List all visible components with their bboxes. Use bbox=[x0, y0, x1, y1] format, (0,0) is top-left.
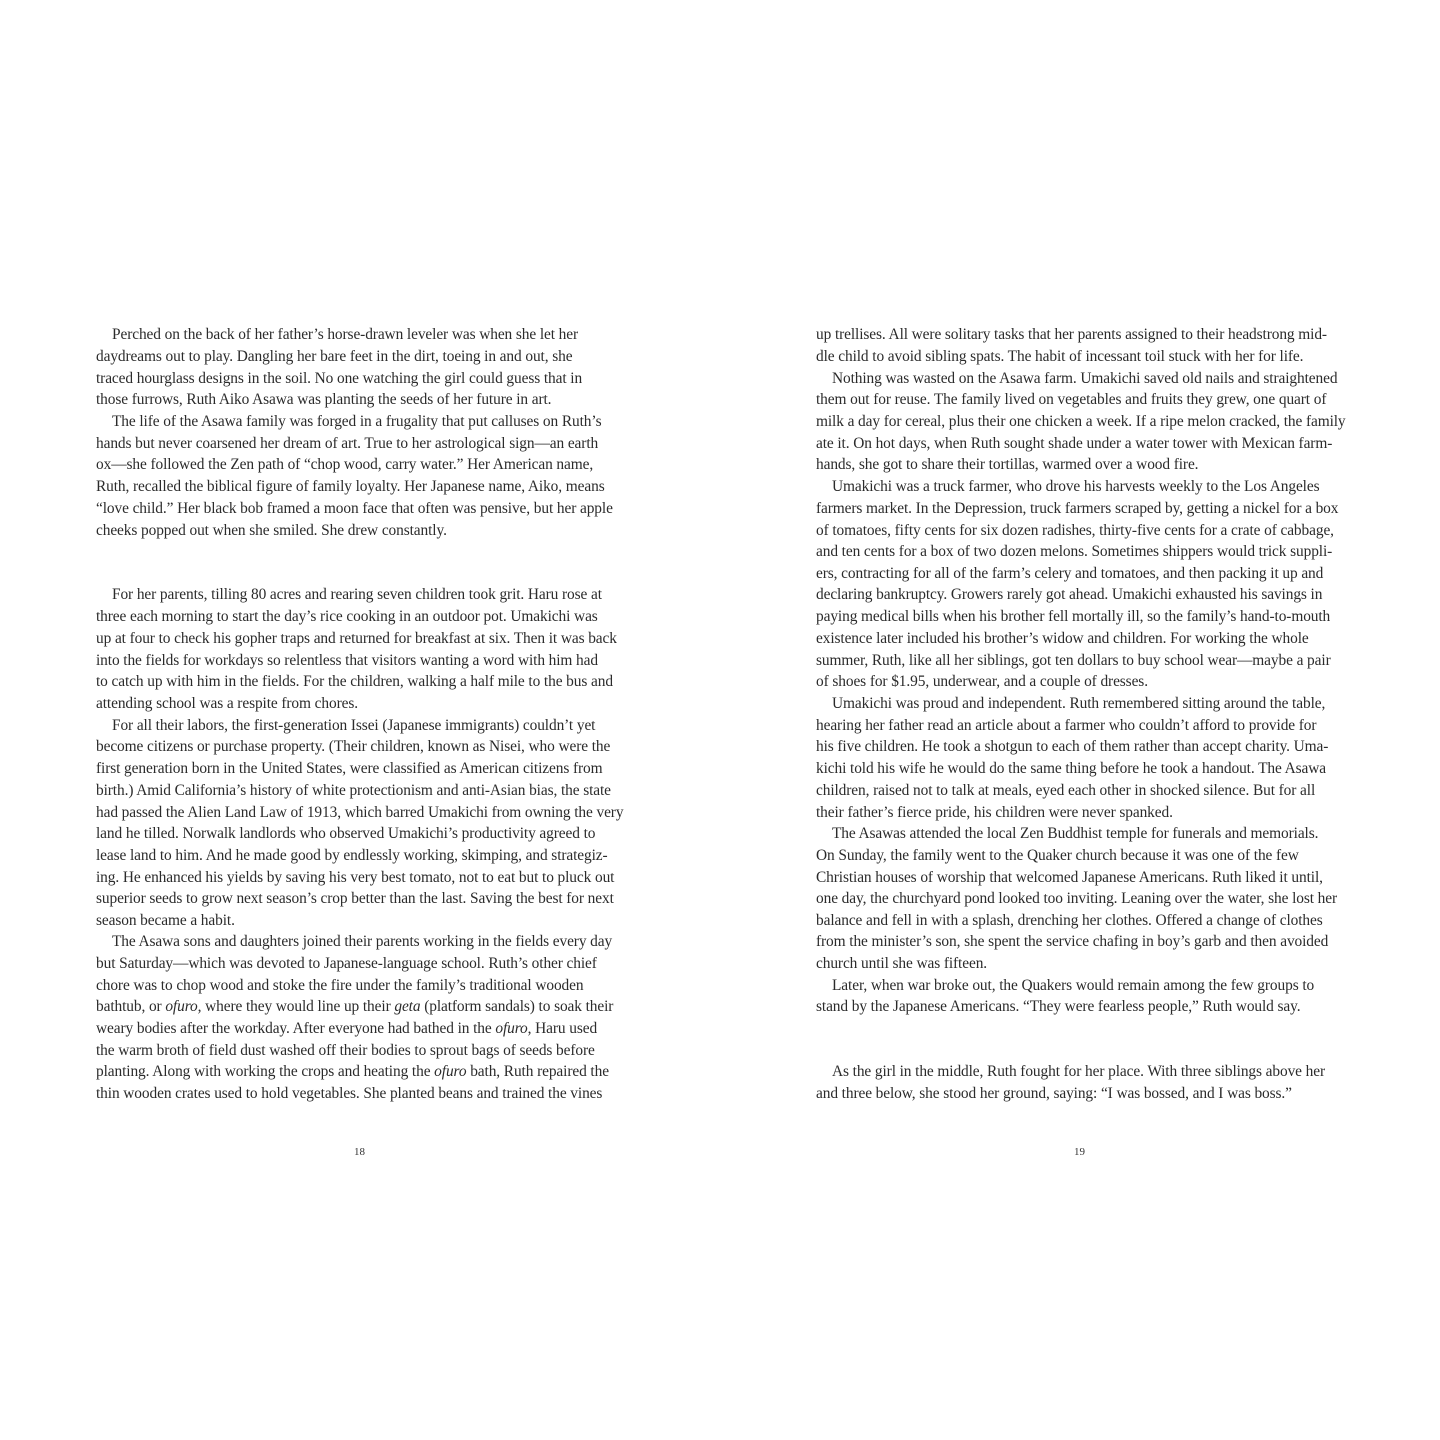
text-line: those furrows, Ruth Aiko Asawa was planting the seeds of her future in art. bbox=[96, 391, 552, 408]
text-line: existence later included his brother’s widow and children. For working the whole bbox=[816, 630, 1309, 647]
text-line: On Sunday, the family went to the Quaker church because it was one of the few bbox=[816, 847, 1299, 864]
text-line: “love child.” Her black bob framed a moon face that often was pensive, but her apple bbox=[96, 500, 613, 517]
text-line: Perched on the back of her father’s horse-drawn leveler was when she let her bbox=[112, 326, 579, 343]
text-line: daydreams out to play. Dangling her bare feet in the dirt, toeing in and out, she bbox=[96, 348, 573, 365]
text-line: lease land to him. And he made good by endlessly working, skimping, and strategiz- bbox=[96, 847, 608, 864]
text-line: from the minister’s son, she spent the service chafing in boy’s garb and then avoided bbox=[816, 933, 1329, 950]
text-line: season became a habit. bbox=[96, 912, 235, 929]
text-line: paying medical bills when his brother fell mortally ill, so the family’s hand-to-mouth bbox=[816, 608, 1331, 625]
text-line: become citizens or purchase property. (Their children, known as Nisei, who were the bbox=[96, 738, 611, 755]
text-line: church until she was fifteen. bbox=[816, 955, 988, 972]
text-line: and ten cents for a box of two dozen melons. Sometimes shippers would trick suppli- bbox=[816, 543, 1333, 560]
text-line: kichi told his wife he would do the same thing before he took a handout. The Asawa bbox=[816, 760, 1326, 777]
text-line: and three below, she stood her ground, saying: “I was bossed, and I was boss.” bbox=[816, 1085, 1292, 1102]
text-line: For all their labors, the first-generation Issei (Japanese immigrants) couldn’t yet bbox=[112, 717, 596, 734]
text-line: them out for reuse. The family lived on vegetables and fruits they grew, one quart of bbox=[816, 391, 1327, 408]
right-page bbox=[720, 0, 1440, 1440]
text-line: planting. Along with working the crops and heating the ofuro bath, Ruth repaired the bbox=[96, 1063, 609, 1080]
text-line: ate it. On hot days, when Ruth sought shade under a water tower with Mexican farm- bbox=[816, 435, 1333, 452]
text-line: bathtub, or ofuro, where they would line up their geta (platform sandals) to soak their bbox=[96, 998, 614, 1015]
text-line: hands but never coarsened her dream of art. True to her astrological sign—an earth bbox=[96, 435, 599, 452]
text-line: of shoes for $1.95, underwear, and a couple of dresses. bbox=[816, 673, 1148, 690]
text-line: cheeks popped out when she smiled. She drew constantly. bbox=[96, 522, 447, 539]
text-line: ing. He enhanced his yields by saving his very best tomato, not to eat but to pluck out bbox=[96, 869, 615, 886]
text-line: Nothing was wasted on the Asawa farm. Umakichi saved old nails and straightened bbox=[832, 370, 1338, 387]
text-line: to catch up with him in the fields. For the children, walking a half mile to the bus and bbox=[96, 673, 613, 690]
text-line: thin wooden crates used to hold vegetables. She planted beans and trained the vines bbox=[96, 1085, 603, 1102]
text-line: The life of the Asawa family was forged in a frugality that put calluses on Ruth’s bbox=[112, 413, 602, 430]
text-line: The Asawas attended the local Zen Buddhist temple for funerals and memorials. bbox=[832, 825, 1319, 842]
text-line: hearing her father read an article about a farmer who couldn’t afford to provide for bbox=[816, 717, 1317, 734]
text-line: As the girl in the middle, Ruth fought for her place. With three siblings above her bbox=[832, 1063, 1326, 1080]
text-line: declaring bankruptcy. Growers rarely got ahead. Umakichi exhausted his savings in bbox=[816, 586, 1323, 603]
text-line: balance and fell in with a splash, drenching her clothes. Offered a change of clothes bbox=[816, 912, 1323, 929]
text-line: farmers market. In the Depression, truck farmers scraped by, getting a nickel for a box bbox=[816, 500, 1339, 517]
text-line: the warm broth of field dust washed off their bodies to sprout bags of seeds before bbox=[96, 1042, 595, 1059]
text-line: hands, she got to share their tortillas, warmed over a wood fire. bbox=[816, 456, 1199, 473]
page-number: 19 bbox=[1074, 1146, 1085, 1158]
text-line: children, raised not to talk at meals, eyed each other in shocked silence. But for all bbox=[816, 782, 1316, 799]
text-line: ox—she followed the Zen path of “chop wood, carry water.” Her American name, bbox=[96, 456, 594, 473]
text-line: dle child to avoid sibling spats. The habit of incessant toil stuck with her for life. bbox=[816, 348, 1304, 365]
text-line: three each morning to start the day’s rice cooking in an outdoor pot. Umakichi was bbox=[96, 608, 598, 625]
text-line: attending school was a respite from chores. bbox=[96, 695, 358, 712]
text-line: birth.) Amid California’s history of white protectionism and anti-Asian bias, the state bbox=[96, 782, 611, 799]
text-line: ers, contracting for all of the farm’s celery and tomatoes, and then packing it up and bbox=[816, 565, 1324, 582]
text-line: into the fields for workdays so relentless that visitors wanting a word with him had bbox=[96, 652, 598, 669]
text-line: of tomatoes, fifty cents for six dozen radishes, thirty-five cents for a crate of cabbage, bbox=[816, 522, 1334, 539]
text-line: first generation born in the United States, were classified as American citizens from bbox=[96, 760, 603, 777]
page-number: 18 bbox=[354, 1146, 365, 1158]
text-line: Umakichi was proud and independent. Ruth remembered sitting around the table, bbox=[832, 695, 1326, 712]
text-line: Ruth, recalled the biblical figure of family loyalty. Her Japanese name, Aiko, means bbox=[96, 478, 605, 495]
text-line: his five children. He took a shotgun to each of them rather than accept charity. Uma- bbox=[816, 738, 1329, 755]
text-line: summer, Ruth, like all her siblings, got ten dollars to buy school wear—maybe a pair bbox=[816, 652, 1331, 669]
text-line: For her parents, tilling 80 acres and rearing seven children took grit. Haru rose at bbox=[112, 586, 602, 603]
text-line: Umakichi was a truck farmer, who drove his harvests weekly to the Los Angeles bbox=[832, 478, 1320, 495]
text-line: stand by the Japanese Americans. “They were fearless people,” Ruth would say. bbox=[816, 998, 1301, 1015]
text-line: one day, the churchyard pond looked too inviting. Leaning over the water, she lost her bbox=[816, 890, 1338, 907]
text-line: had passed the Alien Land Law of 1913, which barred Umakichi from owning the very bbox=[96, 804, 624, 821]
text-line: up at four to check his gopher traps and returned for breakfast at six. Then it was back bbox=[96, 630, 617, 647]
text-line: up trellises. All were solitary tasks that her parents assigned to their headstrong mid- bbox=[816, 326, 1327, 343]
text-line: Later, when war broke out, the Quakers would remain among the few groups to bbox=[832, 977, 1315, 994]
text-line: superior seeds to grow next season’s crop better than the last. Saving the best for next bbox=[96, 890, 614, 907]
text-line: chore was to chop wood and stoke the fire under the family’s traditional wooden bbox=[96, 977, 584, 994]
text-line: their father’s fierce pride, his children were never spanked. bbox=[816, 804, 1173, 821]
text-line: milk a day for cereal, plus their one chicken a week. If a ripe melon cracked, the family bbox=[816, 413, 1346, 430]
text-line: The Asawa sons and daughters joined their parents working in the fields every day bbox=[112, 933, 613, 950]
text-line: but Saturday—which was devoted to Japanese-language school. Ruth’s other chief bbox=[96, 955, 597, 972]
text-line: weary bodies after the workday. After everyone had bathed in the ofuro, Haru used bbox=[96, 1020, 598, 1037]
text-line: traced hourglass designs in the soil. No one watching the girl could guess that in bbox=[96, 370, 583, 387]
text-line: land he tilled. Norwalk landlords who observed Umakichi’s productivity agreed to bbox=[96, 825, 596, 842]
text-line: Christian houses of worship that welcomed Japanese Americans. Ruth liked it until, bbox=[816, 869, 1323, 886]
